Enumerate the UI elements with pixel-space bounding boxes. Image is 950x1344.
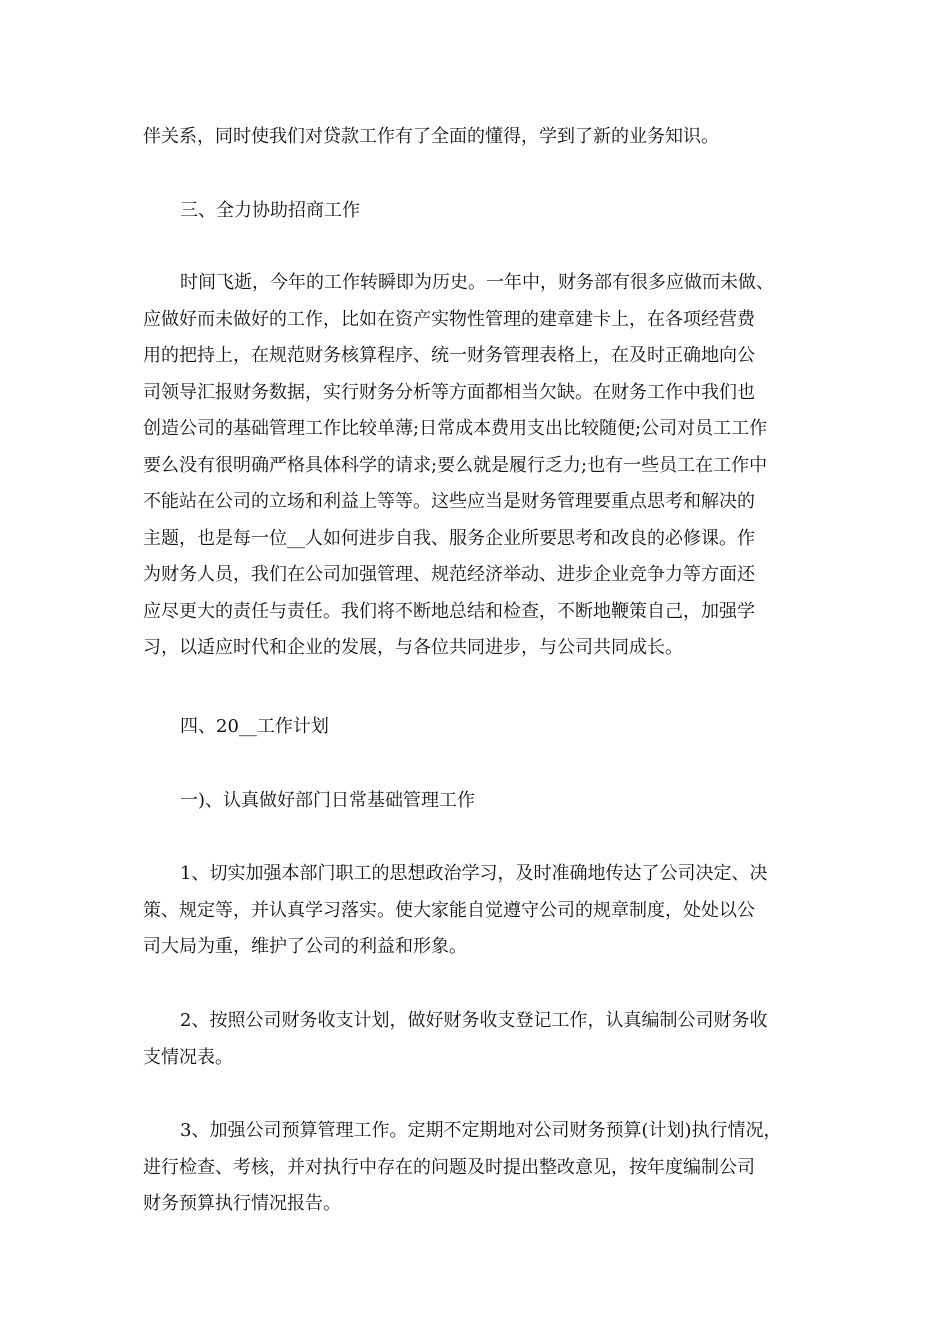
- text-line: 主题，也是每一位__人如何进步自我、服务企业所要思考和改良的必修课。作: [143, 527, 755, 549]
- text-line: 应做好而未做好的工作，比如在资产实物性管理的建章建卡上，在各项经营费: [143, 308, 755, 330]
- text-line: 创造公司的基础管理工作比较单薄;日常成本费用支出比较随便;公司对员工工作: [143, 418, 768, 439]
- text-line: 1、切实加强本部门职工的思想政治学习，及时准确地传达了公司决定、决: [180, 863, 768, 884]
- text-line: 司大局为重，维护了公司的利益和形象。: [143, 936, 467, 957]
- text-line: 伴关系，同时使我们对贷款工作有了全面的懂得，学到了新的业务知识。: [143, 126, 719, 147]
- text-line: 不能站在公司的立场和利益上等等。这些应当是财务管理要重点思考和解决的: [143, 491, 755, 512]
- paragraph-section-3: [143, 265, 823, 667]
- heading-text: 一)、认真做好部门日常基础管理工作: [180, 790, 476, 811]
- text-line: 进行检查、考核，并对执行中存在的问题及时提出整改意见，按年度编制公司: [143, 1156, 755, 1178]
- text-line: 3、加强公司预算管理工作。定期不定期地对公司财务预算(计划)执行情况，: [180, 1120, 782, 1141]
- heading-text: 三、全力协助招商工作: [180, 200, 360, 221]
- subsection-heading-4-1: [143, 783, 823, 820]
- text-line: 习，以适应时代和企业的发展，与各位共同进步，与公司共同成长。: [143, 637, 683, 658]
- text-line: 应尽更大的责任与责任。我们将不断地总结和检查，不断地鞭策自己，加强学: [143, 600, 755, 622]
- text-line: 用的把持上，在规范财务核算程序、统一财务管理表格上，在及时正确地向公: [143, 345, 755, 366]
- section-heading-4: [143, 709, 823, 746]
- text-line: 支情况表。: [143, 1046, 233, 1068]
- list-item-3: [143, 1113, 823, 1223]
- list-item-1: [143, 856, 823, 966]
- text-line: 2、按照公司财务收支计划，做好财务收支登记工作，认真编制公司财务收: [180, 1010, 768, 1031]
- text-line: 为财务人员，我们在公司加强管理、规范经济举动、进步企业竞争力等方面还: [143, 564, 755, 585]
- section-heading-3: [143, 193, 823, 230]
- list-item-2: [143, 1003, 823, 1076]
- heading-text: 四、20__工作计划: [180, 716, 329, 737]
- text-line: 财务预算执行情况报告。: [143, 1193, 341, 1214]
- paragraph-intro: [143, 119, 823, 156]
- text-line: 要么没有很明确严格具体科学的请求;要么就是履行乏力;也有一些员工在工作中: [143, 454, 768, 476]
- text-line: 时间飞逝，今年的工作转瞬即为历史。一年中，财务部有很多应做而未做、: [180, 272, 774, 293]
- text-line: 策、规定等，并认真学习落实。使大家能自觉遵守公司的规章制度，处处以公: [143, 899, 755, 921]
- text-line: 司领导汇报财务数据，实行财务分析等方面都相当欠缺。在财务工作中我们也: [143, 381, 755, 403]
